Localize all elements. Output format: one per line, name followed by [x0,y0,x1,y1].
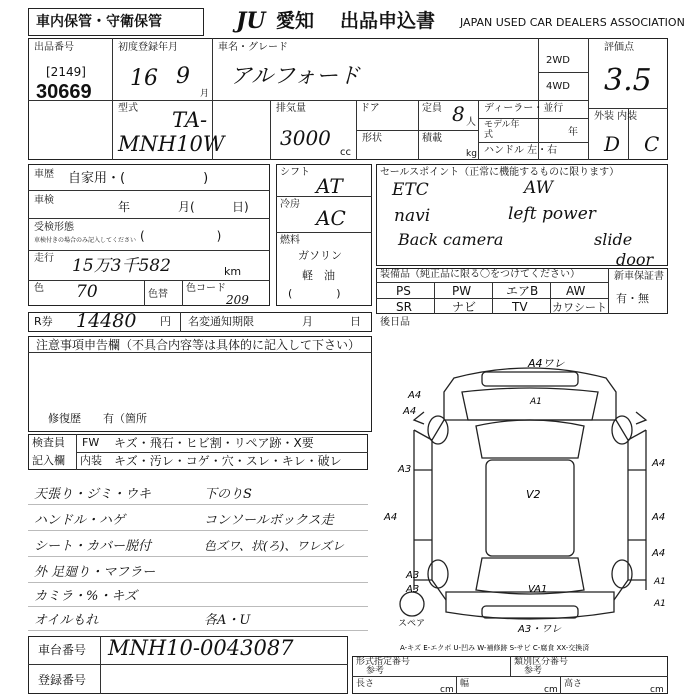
damage-label-3: A4 [403,406,417,417]
mileage-label: 走行 [34,253,54,264]
model-line1: TA- [172,108,208,132]
rating-label: 評価点 [604,42,634,53]
door-label: ドア [360,103,380,114]
footer-f3: 参考 [366,666,385,676]
model-year-label: モデル年式 [484,120,520,140]
interior-label: 内装 [80,454,102,467]
damage-label-13: A1 [654,577,666,587]
inspection-month: 月( [178,200,195,214]
car-left-side [432,420,446,600]
note-3: シート・カバー脱付 [34,539,152,554]
color-code-label: 色コード [186,283,226,294]
note-2: ハンドル・ハゲ [34,513,126,528]
footer-f6: 幅 [460,679,470,689]
year-unit: 年 [568,127,578,138]
fuel-label: 燃料 [280,235,300,246]
r-ticket-value: 14480 [76,310,137,332]
receive-label: 受検形態 [34,222,74,233]
damage-label-9: A4 [652,512,666,523]
fw-label: FW [82,436,100,449]
footer-f1: 形式指定番号 [356,657,411,667]
shape-label: 形状 [362,133,382,144]
ext-int-label: 外装 内装 [594,111,638,122]
fuel-paren: ( ) [288,287,341,300]
damage-label-2: A4 [408,390,422,401]
ju-logo: JU [236,8,266,34]
car-windshield [476,420,584,458]
interior-options: キズ・汚レ・コゲ・穴・スレ・キレ・破レ [114,454,342,468]
footer-f5: 長さ [356,679,375,689]
document-title: 出品申込書 [340,10,436,32]
footer-f2: 類別区分番号 [514,657,569,667]
repair-history: 修復歴 有（箇所 [48,412,147,425]
car-side-doors [414,430,646,590]
mileage-value: 15万3千582 [72,256,171,276]
lot-sub: [2149] [46,65,86,79]
damage-label-6: A4 [384,512,398,523]
exterior-grade: D [604,132,621,156]
equip-ps: PS [396,284,411,298]
fuel-diesel: 軽 油 [302,269,335,282]
capacity-value: 8 [452,102,465,126]
load-unit: kg [466,149,477,159]
equip-label: 装備品（純正品に限る〇をつけてください） [380,269,580,280]
equip-tv: TV [512,300,528,314]
drive-2wd: 2WD [546,55,570,66]
shift-value: AT [316,174,343,198]
note-right-3: 色ズワ、状(ろ)、ワレズレ [204,539,345,553]
selling-back-camera: Back camera [398,230,504,249]
model-label: 型式 [118,103,138,114]
rating-value: 3.5 [604,63,652,98]
equip-airbag: エアB [506,284,539,298]
equip-aw: AW [566,284,586,298]
spare-label: スペア [398,619,426,629]
lot-label: 出品番号 [34,42,74,53]
ac-value: AC [316,206,346,230]
selling-navi: navi [394,206,431,226]
reg-year: 16 [130,66,158,91]
color-code-value: 209 [226,293,249,307]
damage-label-12: A3 [406,584,420,595]
selling-etc: ETC [392,180,429,200]
association-name: JAPAN USED CAR DEALERS ASSOCIATION [460,16,685,29]
org-name: 愛知 [276,10,315,32]
inspector-label: 検査員 [32,436,65,449]
load-label: 積載 [422,133,442,144]
damage-label-4: A1 [530,397,542,407]
history-value: 自家用・( ) [68,171,209,186]
reg-month-unit: 月 [200,89,210,99]
lot-number: 30669 [36,81,92,103]
damage-label-7: V2 [526,488,541,501]
wheel-rear-right [612,560,632,588]
mileage-unit: km [224,265,242,278]
receive-note: 車検付きの場合のみ記入してください [34,237,137,244]
model-line2: MNH10W [118,132,225,156]
footer-f4: 参考 [524,666,543,676]
selling-label: セールスポイント（正常に機能するものに限ります） [380,167,620,178]
car-right-panels [628,430,646,580]
tone-label: 色替 [148,289,168,300]
damage-label-11: A3 [406,570,420,581]
interior-grade: C [644,132,660,156]
note-right-1: 下のりS [204,487,252,502]
notice-day: 日 [350,315,361,328]
equip-navi: ナビ [452,300,477,314]
color-label: 色 [34,283,44,294]
spare-tire [400,592,424,616]
displacement-unit: cc [340,147,351,158]
damage-label-5: A3 [398,464,412,475]
car-rear-bumper [482,606,578,618]
note-1: 天張り・ジミ・ウキ [34,487,152,502]
damage-label-1: A4ワレ [528,357,565,370]
chassis-label: 車台番号 [38,643,87,657]
damage-label-16: A3・ワレ [518,624,562,635]
reg-label: 初度登録年月 [118,42,178,53]
car-front-outline [444,368,616,420]
after-item-label: 後日品 [380,317,410,328]
damage-label-8: A4 [652,458,666,469]
entry-label: 記入欄 [32,454,65,467]
car-right-side [614,420,628,600]
displacement-label: 排気量 [276,103,306,114]
damage-legend: A-キズ E-エクボ U-凹み W-補修跡 S-サビ C-腐食 XX-交換済 [400,644,590,652]
inspection-day: 日) [232,200,249,214]
note-6: オイルもれ [34,613,99,628]
registration-label: 登録番号 [38,673,87,687]
displacement-value: 3000 [280,126,331,150]
chassis-value: MNH10-0043087 [108,636,294,660]
equip-pw: PW [452,284,472,298]
car-front-bumper [482,372,578,386]
mirror-right [636,412,646,424]
handle-label: ハンドル 左・右 [484,145,558,156]
note-right-6: 各A・U [204,613,251,628]
car-name-value: アルフォード [230,64,361,89]
r-ticket-label: R券 [34,315,53,328]
damage-label-15: VA1 [528,584,548,595]
selling-door: door [616,250,654,269]
note-4: 外 足廻り・マフラー [34,565,156,580]
wheel-rear-left [428,560,448,588]
notice-month: 月 [302,315,313,328]
reg-month: 9 [176,64,190,89]
footer-cm-2: cm [544,685,558,695]
shift-label: シフト [280,167,310,178]
footer-f7: 高さ [564,679,583,689]
inspection-year: 年 [118,200,131,214]
notice-deadline-label: 名変通知期限 [188,315,254,328]
drive-4wd: 4WD [546,81,570,92]
new-warranty-value: 有・無 [616,292,649,305]
footer-cm-3: cm [650,685,664,695]
capacity-label: 定員 [422,103,442,114]
equip-sr: SR [396,300,412,314]
selling-left-power: left power [508,204,596,224]
equip-seat: カワシート [552,301,607,314]
fuel-gasoline: ガソリン [298,249,342,262]
capacity-unit: 人 [466,117,476,128]
inspection-label: 車検 [34,195,54,206]
ac-label: 冷房 [280,199,300,210]
footer-cm-1: cm [440,685,454,695]
damage-label-14: A1 [654,599,666,609]
selling-aw: AW [524,178,554,198]
dealer-label: ディーラー・並行 [484,103,564,114]
selling-slide: slide [594,230,633,249]
damage-label-10: A4 [652,548,666,559]
note-5: カミラ・%・キズ [34,589,138,604]
car-roof [486,460,574,556]
storage-label: 車内保管・守衛保管 [36,14,162,30]
receive-paren: ( ) [140,229,222,243]
history-label: 車歴 [34,169,54,180]
notes-title: 注意事項申告欄（不具合内容等は具体的に記入して下さい） [36,338,361,352]
color-value: 70 [76,282,98,302]
car-name-label: 車名・グレード [218,42,288,53]
fw-options: キズ・飛石・ヒビ割・リペア跡・X要 [114,436,314,450]
car-left-panels [414,430,432,580]
new-warranty-label: 新車保証書 [614,271,664,282]
note-right-2: コンソールボックス走 [204,513,334,528]
r-ticket-unit: 円 [160,315,171,328]
